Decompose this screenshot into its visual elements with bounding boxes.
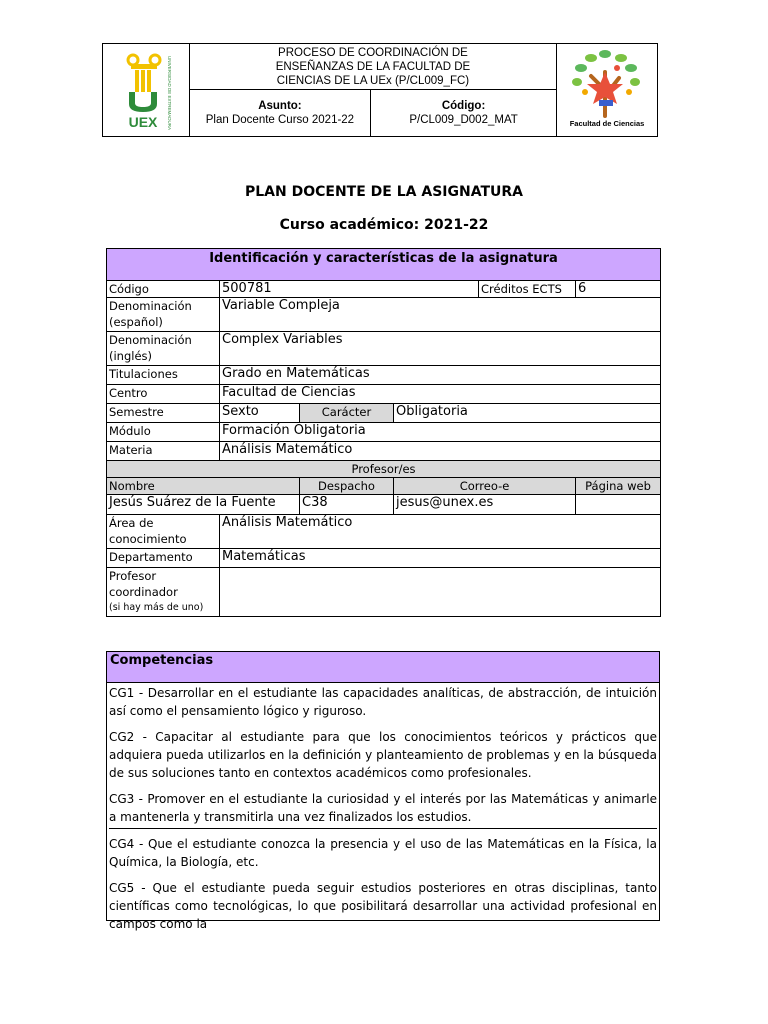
col-nombre: Nombre [107, 478, 300, 495]
denominacion-en-value: Complex Variables [220, 332, 661, 366]
document-header [102, 43, 658, 137]
competencia-cg1: CG1 - Desarrollar en el estudiante las capacidades analíticas, de abstracción, de intuición así como el pensamiento lógico y riguroso. [109, 686, 657, 718]
uex-logo [111, 48, 181, 131]
denominacion-es-label: Denominación (español) [107, 298, 220, 332]
materia-label: Materia [107, 442, 220, 461]
departamento-label: Departamento [107, 549, 220, 568]
identification-heading: Identificación y características de la asignatura [107, 249, 661, 281]
profesor-correo: jesus@unex.es [394, 495, 576, 515]
process-title: PROCESO DE COORDINACIÓN DE ENSEÑANZAS DE LA FACULTAD DE CIENCIAS DE LA UEx (P/CL009_FC) [189, 44, 556, 90]
section-divider [109, 828, 657, 829]
codigo-value: 500781 [220, 281, 479, 298]
coordinador-label: Profesor coordinador (si hay más de uno) [107, 568, 220, 617]
asunto-value: Plan Docente Curso 2021-22 [205, 114, 355, 126]
materia-value: Análisis Matemático [220, 442, 661, 461]
competencia-cg5: CG5 - Que el estudiante pueda seguir estudios posteriores en otras disciplinas, tanto científicas como tecnológicas, lo que posibilitará desarrollar una actividad profesional en campos como la [109, 881, 657, 931]
asunto-label: Asunto: [258, 100, 302, 112]
semestre-value: Sexto [220, 404, 300, 423]
codigo-cell [371, 90, 557, 137]
titulaciones-label: Titulaciones [107, 366, 220, 385]
profesor-web [576, 495, 661, 515]
area-label: Área de conocimiento [107, 515, 220, 549]
competencia-cg3: CG3 - Promover en el estudiante la curiosidad y el interés por las Matemáticas y animarle a mantenerla y transmitirla una vez finalizados los estudios. [109, 792, 657, 824]
col-web: Página web [576, 478, 661, 495]
area-value: Análisis Matemático [220, 515, 661, 549]
caracter-label: Carácter [300, 404, 394, 423]
svg-text:UNIVERSIDAD DE EXTREMADURA: UNIVERSIDAD DE EXTREMADURA [166, 56, 172, 131]
centro-label: Centro [107, 385, 220, 404]
competencia-cg4: CG4 - Que el estudiante conozca la presencia y el uso de las Matemáticas en la Física, la Química, la Biología, etc. [109, 837, 657, 869]
codigo-value: P/CL009_D002_MAT [409, 114, 518, 126]
semestre-label: Semestre [107, 404, 220, 423]
col-correo: Correo-e [394, 478, 576, 495]
facultad-logo-cell [557, 44, 658, 137]
denominacion-es-value: Variable Compleja [220, 298, 661, 332]
page-title: PLAN DOCENTE DE LA ASIGNATURA [245, 184, 523, 200]
svg-text:Facultad de Ciencias: Facultad de Ciencias [569, 119, 645, 128]
competencias-heading: Competencias [107, 652, 659, 683]
identification-table [106, 248, 661, 617]
titulaciones-value: Grado en Matemáticas [220, 366, 661, 385]
profesor-despacho: C38 [300, 495, 394, 515]
facultad-ciencias-logo [561, 46, 653, 130]
col-despacho: Despacho [300, 478, 394, 495]
asunto-cell [189, 90, 370, 137]
departamento-value: Matemáticas [220, 549, 661, 568]
creditos-value: 6 [576, 281, 661, 298]
uex-logo-cell [103, 44, 190, 137]
caracter-value: Obligatoria [394, 404, 661, 423]
course-title: Curso académico: 2021-22 [279, 217, 489, 233]
denominacion-en-label: Denominación (inglés) [107, 332, 220, 366]
competencia-cg2: CG2 - Capacitar al estudiante para que los conocimientos teóricos y prácticos que adquiera pueda utilizarlos en la definición y planteamiento de problemas y en la búsqueda de sus soluciones tanto en contextos académicos como profesionales. [109, 730, 657, 780]
competencias-section [106, 651, 660, 931]
profesor-nombre: Jesús Suárez de la Fuente [107, 495, 300, 515]
svg-text:UEX: UEX [128, 114, 158, 130]
centro-value: Facultad de Ciencias [220, 385, 661, 404]
codigo-label: Código: [441, 100, 486, 112]
coordinador-value [220, 568, 661, 617]
modulo-label: Módulo [107, 423, 220, 442]
profesores-heading: Profesor/es [107, 461, 661, 478]
creditos-label: Créditos ECTS [479, 281, 576, 298]
modulo-value: Formación Obligatoria [220, 423, 661, 442]
codigo-label: Código [107, 281, 220, 298]
